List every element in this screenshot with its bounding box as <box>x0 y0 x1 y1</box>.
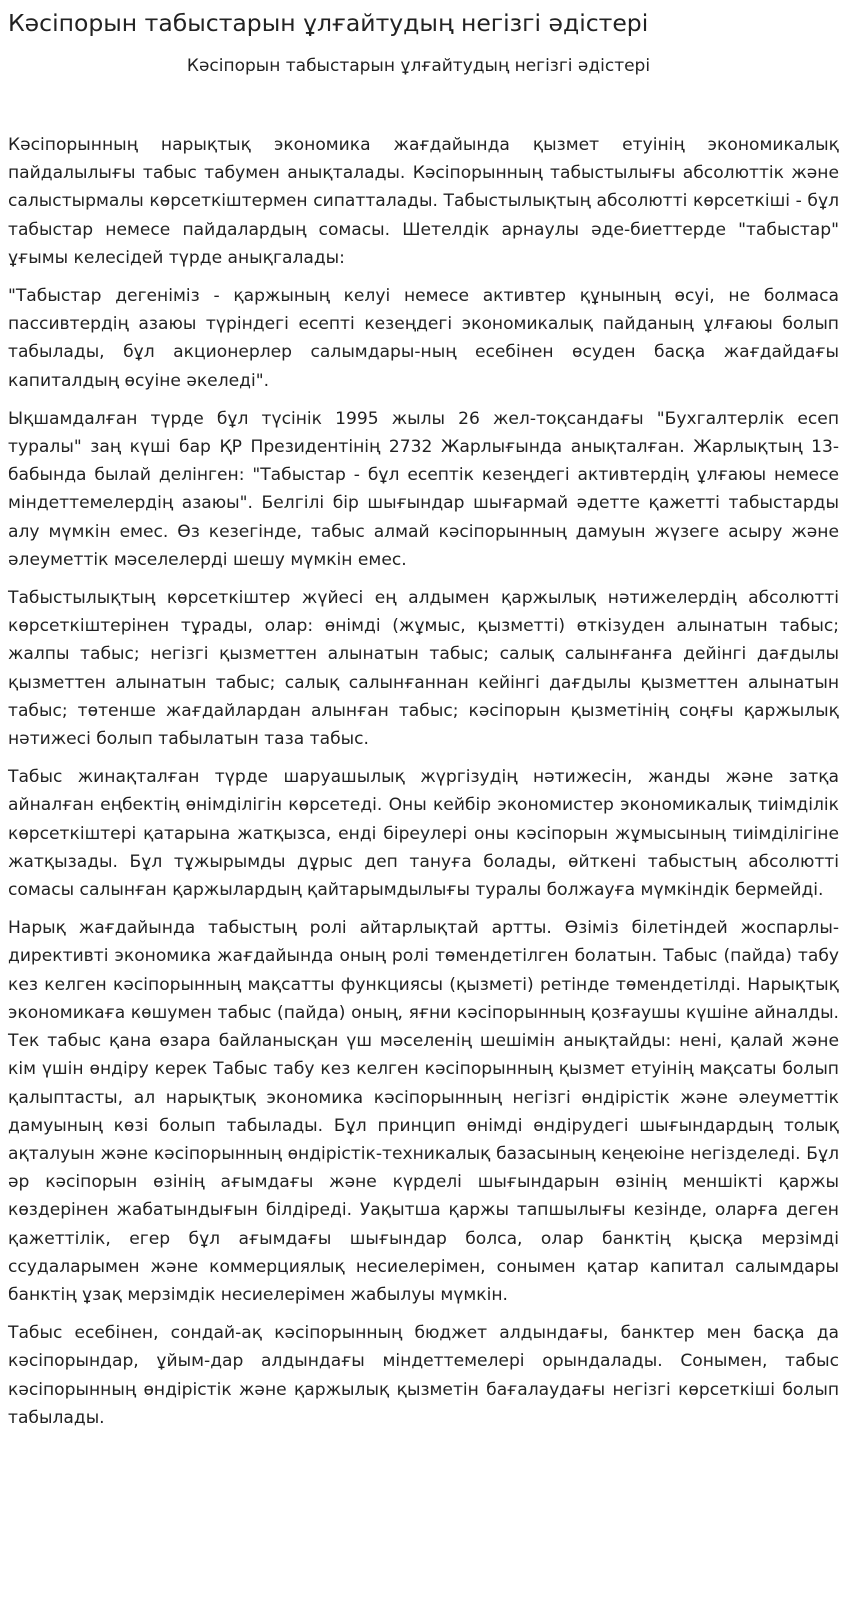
document-subtitle: Кәсіпорын табыстарын ұлғайтудың негізгі әдістері <box>186 56 651 76</box>
paragraph: Табыстылықтың көрсеткіштер жүйесі ең алдымен қаржылық нәтижелердің абсолютті көрсеткіштерінен тұрады, олар: өнімді (жұмыс, қызметті) өткізуден алынатын табыс; жалпы табыс; негізгі қызметтен алынатын табыс; салық салынғанға дейінгі дағдылы қызметтен алынатын табыс; салық салынғаннан кейінгі дағдылы қызметтен алынатын табыс; төтенше жағдайлардан алынған табыс; кәсіпорын қызметінің соңғы қаржылық нәтижесі болып табылатын таза табыс. <box>8 588 839 750</box>
document-body <box>8 131 839 1432</box>
paragraph: "Табыстар дегеніміз - қаржының келуі немесе активтер құнының өсуі, не болмаса пассивтердің азаюы түріндегі есепті кезеңдегі экономикалық пайданың ұлғаюы болып табылады, бұл акционерлер салымдары-ның есебінен өсуден басқа жағдайдағы капиталдың өсуіне әкеледі". <box>8 286 839 391</box>
paragraph: Табыс жинақталған түрде шаруашылық жүргізудің нәтижесін, жанды және затқа айналған еңбектің өнімділігін көрсетеді. Оны кейбір экономистер экономикалық тиімділік көрсеткіштері қатарына жатқызса, енді біреулері оны кәсіпорын жұмысының тиімділігіне жатқызады. Бұл тұжырымды дұрыс деп тануға болады, өйткені табыстың абсолютті сомасы салынған қаржылардың қайтарымдылығы туралы болжауға мүмкіндік бермейді. <box>8 767 839 901</box>
paragraph: Кәсіпорынның нарықтық экономика жағдайында қызмет етуінің экономикалық пайдалылығы табыс табумен анықталады. Кәсіпорынның табыстылығы абсолюттік және салыстырмалы көрсеткіштермен сипатталады. Табыстылықтың абсолютті көрсеткіші - бұл табыстар немесе пайдалардың сомасы. Шетелдік арнаулы әде-биеттерде "табыстар" ұғымы келесідей түрде анықгалады: <box>8 135 839 268</box>
paragraph: Табыс есебінен, сондай-ақ кәсіпорынның бюджет алдындағы, банктер мен басқа да кәсіпорындар, ұйым-дар алдындағы міндеттемелері орындалады. Сонымен, табыс кәсіпорынның өндірістік және қаржылық қызметін бағалаудағы негізгі көрсеткіші болып табылады. <box>8 1323 839 1428</box>
paragraph: Ықшамдалған түрде бұл түсінік 1995 жылы 26 жел-тоқсандағы "Бухгалтерлік есеп туралы" заң күші бар ҚР Президентінің 2732 Жарлығында анықталған. Жарлықтың 13-бабында былай делінген: "Табыстар - бұл есептік кезеңдегі активтердің ұлғаюы немесе міндеттемелердің азаюы". Белгілі бір шығындар шығармай әдетте қажетті табыстарды алу мүмкін емес. Өз кезегінде, табыс алмай кәсіпорынның дамуын жүзеге асыру және әлеуметтік мәселелерді шешу мүмкін емес. <box>8 408 839 570</box>
paragraph: Нарық жағдайында табыстың ролі айтарлықтай артты. Өзіміз білетіндей жоспарлы-директивті экономика жағдайында оның ролі төмендетілген болатын. Табыс (пайда) табу кез келген кәсіпорынның мақсатты функциясы (қызметі) ретінде төмендетілді. Нарықтық экономикаға көшумен табыс (пайда) оның, яғни кәсіпорынның қозғаушы күшіне айналды. Тек табыс қана өзара байланысқан үш мәселенің шешімін анықтайды: нені, қалай және кім үшін өндіру керек Табыс табу кез келген кәсіпорынның қызмет етуінің мақсаты болып қалыптасты, ал нарықтық экономика кәсіпорынның негізгі өндірістік және әлеуметтік дамуының көзі болып табылады. Бұл принцип өнімді өндірудегі шығындардың толық ақталуын және кәсіпорынның өндірістік-техникалық базасының кеңеюіне негізделеді. Бұл әр кәсіпорын өзінің ағымдағы және күрделі шығындарын өзінің меншікті қаржы көздерінен жабатындығын білдіреді. Уақытша қаржы тапшылығы кезінде, оларға деген қажеттілік, егер бұл ағымдағы шығындар болса, олар банктің қысқа мерзімді ссудаларымен және коммерциялық несиелерімен, сонымен қатар капитал салымдары банктің ұзақ мерзімдік несиелерімен жабылуы мүмкін. <box>8 918 839 1305</box>
page-title: Кәсіпорын табыстарын ұлғайтудың негізгі әдістері <box>8 9 649 37</box>
